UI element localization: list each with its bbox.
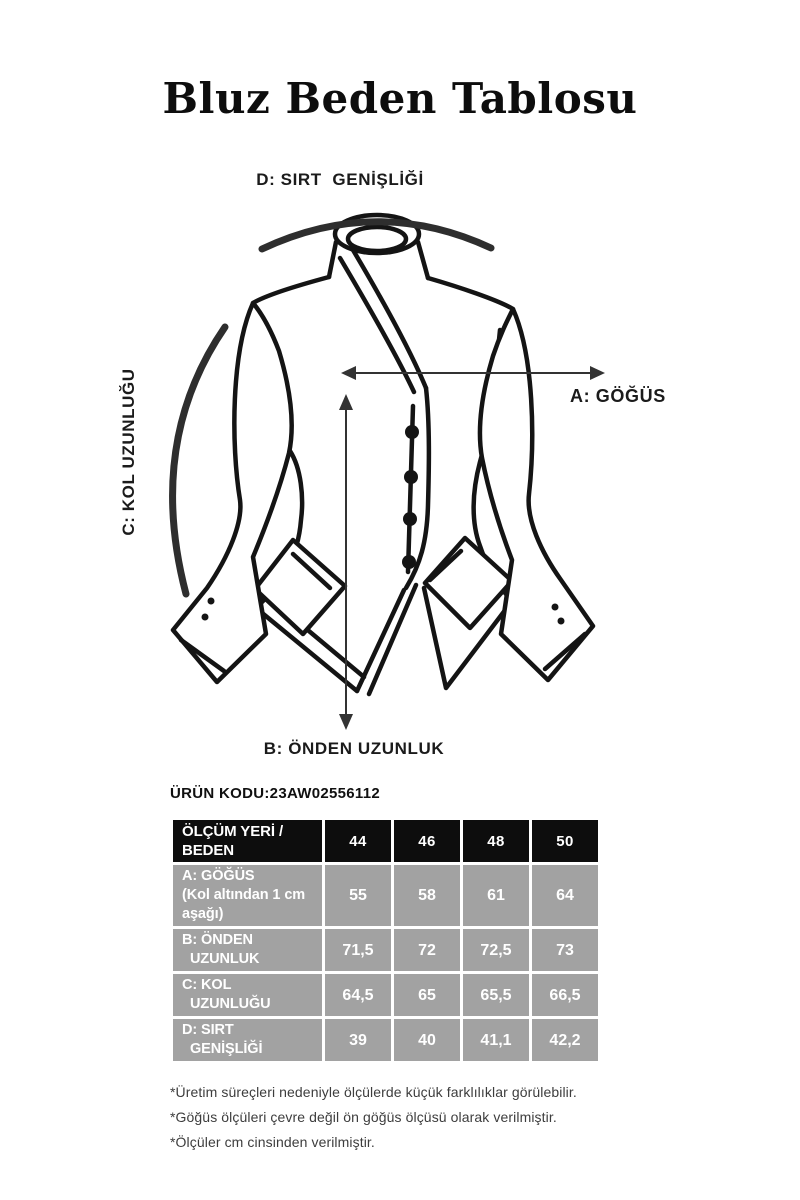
- chest-arrow: [341, 366, 605, 380]
- value-cell: 64,5: [324, 973, 393, 1018]
- value-cell: 61: [462, 864, 531, 928]
- table-row: [172, 973, 600, 1018]
- table-header-cell: 46: [393, 819, 462, 864]
- product-code: [170, 785, 380, 802]
- sleeve-length-arc: [173, 327, 225, 594]
- footnotes: [170, 1080, 577, 1155]
- value-cell: 73: [531, 928, 600, 973]
- row-label-cell: A: GÖĞÜS (Kol altından 1 cm aşağı): [172, 864, 324, 928]
- table-header-cell: 48: [462, 819, 531, 864]
- product-code-label: ÜRÜN KODU:: [170, 785, 270, 802]
- table-row: [172, 928, 600, 973]
- table-row: [172, 1018, 600, 1063]
- row-label-cell: D: SIRT GENİŞLİĞİ: [172, 1018, 324, 1063]
- value-cell: 72: [393, 928, 462, 973]
- footnote: *Üretim süreçleri nedeniyle ölçülerde küçük farklılıklar görülebilir.: [170, 1084, 577, 1100]
- value-cell: 64: [531, 864, 600, 928]
- table-header-cell: ÖLÇÜM YERİ / BEDEN: [172, 819, 324, 864]
- footnote: *Göğüs ölçüleri çevre değil ön göğüs ölçüsü olarak verilmiştir.: [170, 1109, 557, 1125]
- page-title: Bluz Beden Tablosu: [162, 74, 638, 123]
- row-label-cell: B: ÖNDEN UZUNLUK: [172, 928, 324, 973]
- value-cell: 39: [324, 1018, 393, 1063]
- front-length-label: B: ÖNDEN UZUNLUK: [263, 739, 445, 758]
- value-cell: 72,5: [462, 928, 531, 973]
- table-header-cell: 44: [324, 819, 393, 864]
- back-width-label: D: SIRT GENİŞLİĞİ: [256, 170, 424, 189]
- value-cell: 65: [393, 973, 462, 1018]
- size-table-header-row: [172, 819, 600, 864]
- value-cell: 55: [324, 864, 393, 928]
- value-cell: 65,5: [462, 973, 531, 1018]
- value-cell: 66,5: [531, 973, 600, 1018]
- table-row: [172, 864, 600, 928]
- value-cell: 41,1: [462, 1018, 531, 1063]
- value-cell: 40: [393, 1018, 462, 1063]
- size-table: [170, 817, 601, 1064]
- chest-label: A: GÖĞÜS: [570, 386, 666, 406]
- sleeve-length-label: C: KOL UZUNLUĞU: [119, 368, 138, 536]
- footnote: *Ölçüler cm cinsinden verilmiştir.: [170, 1134, 375, 1150]
- value-cell: 58: [393, 864, 462, 928]
- product-code-value: 23AW02556112: [269, 785, 381, 802]
- value-cell: 42,2: [531, 1018, 600, 1063]
- table-header-cell: 50: [531, 819, 600, 864]
- blouse-measurement-diagram: [0, 150, 800, 790]
- row-label-cell: C: KOL UZUNLUĞU: [172, 973, 324, 1018]
- value-cell: 71,5: [324, 928, 393, 973]
